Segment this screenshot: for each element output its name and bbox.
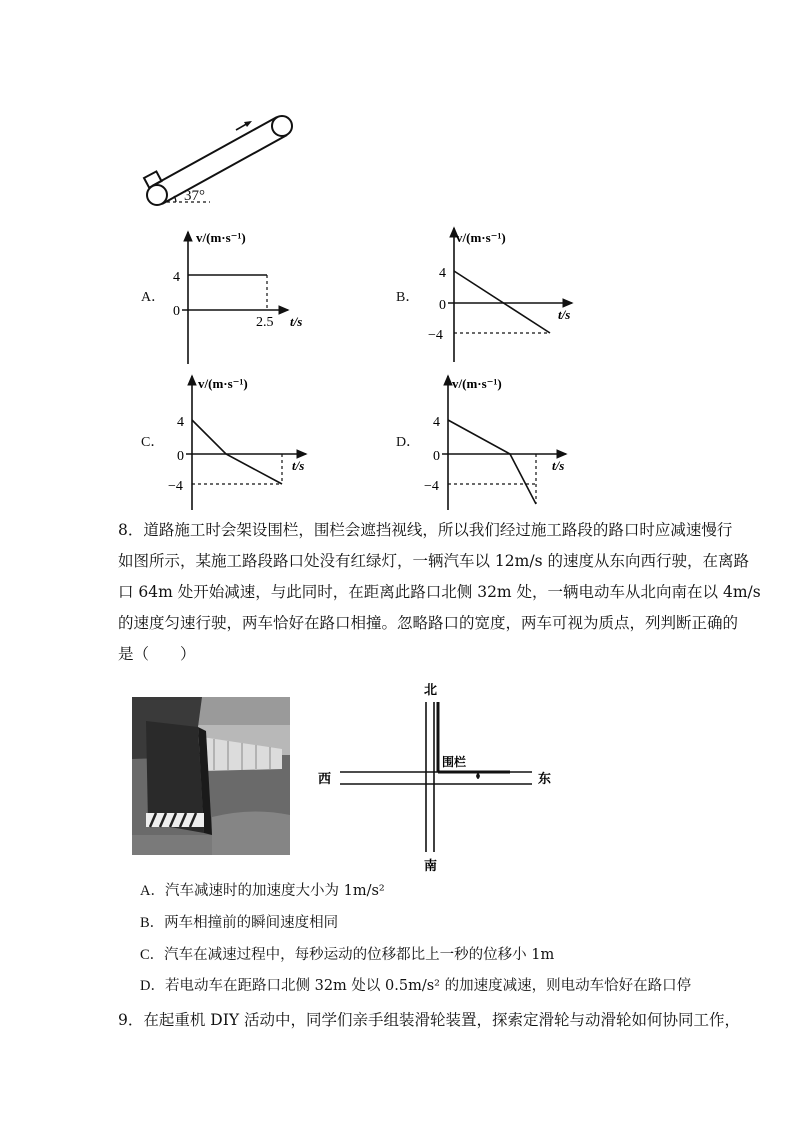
- q8-option-b[interactable]: [140, 914, 338, 932]
- option-text: 汽车减速时的加速度大小为 1m/s²: [164, 883, 385, 899]
- y-axis-label: v/(m·s⁻¹): [452, 376, 502, 391]
- option-text: 若电动车在距路口北侧 32m 处以 0.5m/s² 的加速度减速，则电动车恰好在路口停: [164, 978, 692, 994]
- velocity-line: [192, 420, 282, 484]
- y-axis-label: v/(m·s⁻¹): [198, 376, 248, 391]
- angle-label: 37°: [184, 188, 205, 204]
- tick-minus-4: −4: [168, 479, 183, 494]
- x-axis-label: t/s: [552, 458, 565, 473]
- graph-a-letter: A．: [141, 290, 166, 305]
- velocity-line: [454, 271, 550, 333]
- tick-0: 0: [173, 304, 180, 319]
- tick-2-5: 2.5: [256, 315, 274, 330]
- q8-line-1: 8．道路施工时会架设围栏，围栏会遮挡视线，所以我们经过施工路段的路口时应减速慢行: [118, 521, 733, 539]
- q8-option-d[interactable]: [140, 977, 691, 995]
- incline-conveyor-figure: [140, 110, 300, 210]
- graph-b: [420, 222, 580, 367]
- option-text: 汽车在减速过程中，每秒运动的位移都比上一秒的位移小 1m: [164, 947, 555, 963]
- q8-option-a[interactable]: [140, 882, 385, 900]
- q8-line-5: 是（ ）: [118, 645, 196, 663]
- tick-0: 0: [439, 298, 446, 313]
- tick-4: 4: [177, 415, 184, 430]
- intersection-map: [310, 680, 580, 875]
- graph-d-letter: D．: [396, 435, 421, 450]
- tick-4: 4: [439, 266, 446, 281]
- option-letter: A．: [140, 883, 165, 899]
- q9-line-1: 9．在起重机 DIY 活动中，同学们亲手组装滑轮装置，探索定滑轮与动滑轮如何协同工作，: [118, 1011, 741, 1029]
- option-letter: B．: [140, 915, 165, 931]
- tick-4: 4: [433, 415, 440, 430]
- q8-line-2: 如图所示，某施工路段路口处没有红绿灯，一辆汽车以 12m/s 的速度从东向西行驶，在离路: [118, 552, 749, 570]
- graph-a: [168, 226, 318, 366]
- x-axis-label: t/s: [290, 314, 303, 329]
- q8-line-3: 口 64m 处开始减速，与此同时，在距离此路口北侧 32m 处，一辆电动车从北向南在以 4m/s: [118, 583, 761, 601]
- tick-minus-4: −4: [424, 479, 439, 494]
- north-label: 北: [424, 682, 438, 697]
- south-label: 南: [424, 858, 438, 873]
- west-label: 西: [318, 771, 332, 786]
- option-letter: C．: [140, 947, 165, 963]
- graph-b-letter: B．: [396, 290, 420, 305]
- velocity-line: [448, 420, 536, 504]
- tick-0: 0: [177, 449, 184, 464]
- graph-c-letter: C．: [141, 435, 165, 450]
- tick-4: 4: [173, 270, 180, 285]
- car-marker: [476, 773, 480, 779]
- graph-d: [420, 370, 580, 515]
- tick-minus-4: −4: [428, 328, 443, 343]
- q8-option-c[interactable]: [140, 946, 554, 964]
- option-letter: D．: [140, 978, 165, 994]
- y-axis-label: v/(m·s⁻¹): [196, 230, 246, 245]
- x-axis-label: t/s: [558, 307, 571, 322]
- east-label: 东: [538, 771, 552, 786]
- y-axis-label: v/(m·s⁻¹): [456, 230, 506, 245]
- fence-photo: [132, 697, 290, 855]
- x-axis-label: t/s: [292, 458, 305, 473]
- q8-line-4: 的速度匀速行驶，两车恰好在路口相撞。忽略路口的宽度，两车可视为质点，列判断正确的: [118, 614, 739, 632]
- option-text: 两车相撞前的瞬间速度相同: [164, 915, 339, 931]
- graph-c: [168, 370, 328, 515]
- tick-0: 0: [433, 449, 440, 464]
- fence-label: 围栏: [442, 755, 467, 769]
